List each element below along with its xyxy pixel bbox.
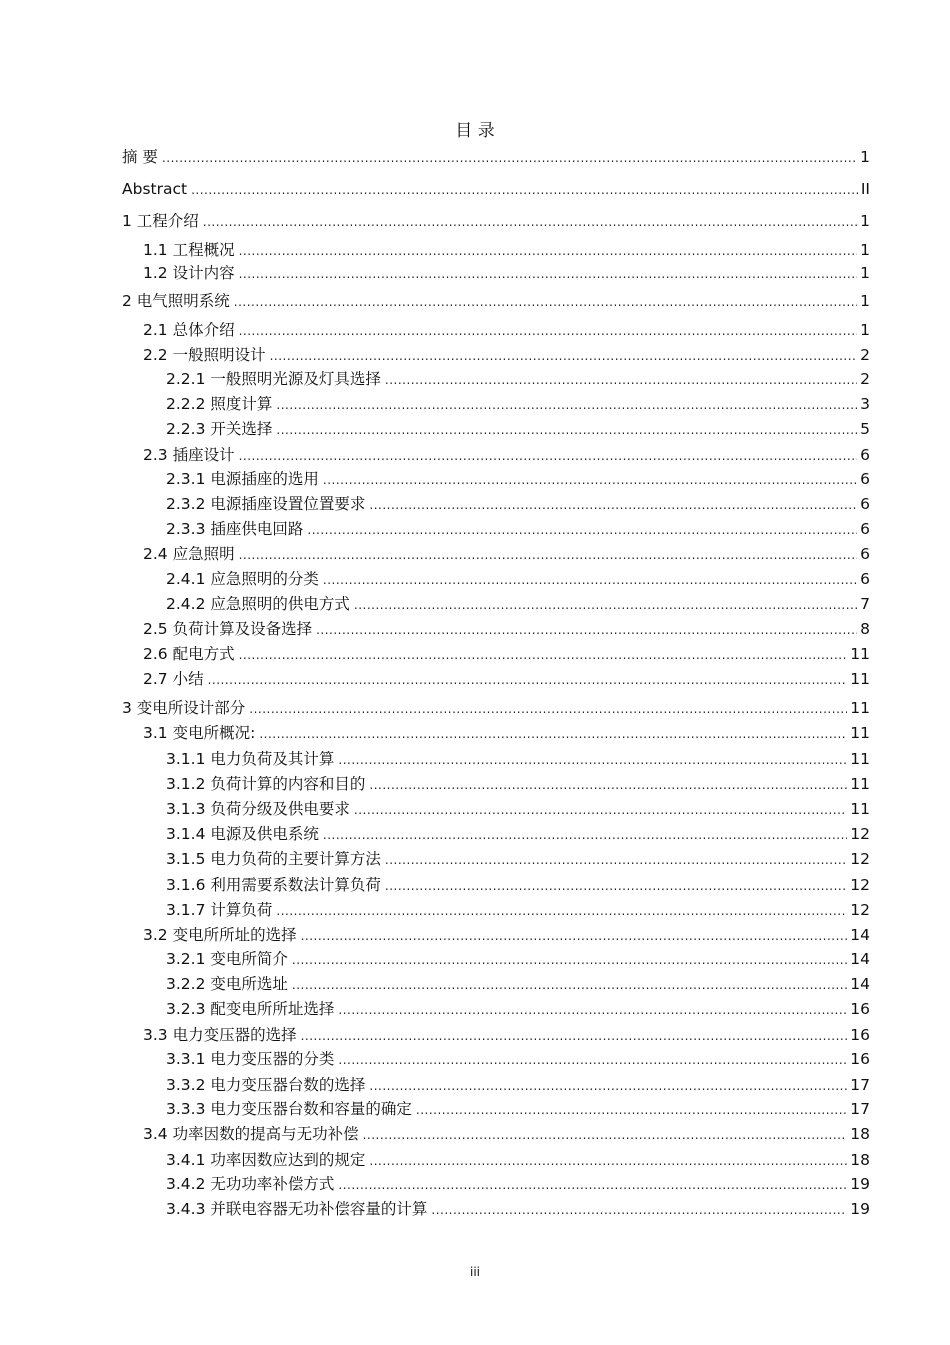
toc-entry-label: 3.1.7 计算负荷 [166, 901, 273, 919]
toc-leader-dots [354, 594, 857, 616]
toc-leader-dots [316, 619, 857, 641]
toc-leader-dots [369, 1150, 847, 1172]
toc-leader-dots [239, 263, 858, 285]
toc-entry-label: 3.1.3 负荷分级及供电要求 [166, 800, 350, 818]
toc-entry-page: 1 [860, 212, 870, 230]
toc-leader-dots [203, 211, 857, 233]
toc-entry-label: 2.2.2 照度计算 [166, 395, 273, 413]
toc-leader-dots [234, 291, 857, 313]
toc-entry[interactable] [166, 1198, 870, 1220]
toc-leader-dots [323, 469, 857, 491]
toc-leader-dots [369, 1075, 847, 1097]
toc-leader-dots [385, 875, 847, 897]
toc-leader-dots [338, 749, 847, 771]
toc-entry[interactable] [143, 1123, 870, 1145]
toc-entry-label: 3.4 功率因数的提高与无功补偿 [143, 1125, 359, 1143]
toc-entry-page: 2 [860, 370, 870, 388]
toc-entry-label: 摘 要 [122, 148, 158, 166]
toc-leader-dots [354, 799, 847, 821]
toc-entry-label: 3.2 变电所所址的选择 [143, 926, 297, 944]
toc-leader-dots [239, 320, 858, 342]
toc-leader-dots [239, 644, 848, 666]
toc-entry[interactable] [143, 262, 870, 284]
toc-entry[interactable] [166, 748, 870, 770]
toc-leader-dots [276, 394, 857, 416]
toc-entry-page: 6 [860, 470, 870, 488]
toc-leader-dots [307, 519, 857, 541]
toc-entry-label: 3.1.6 利用需要系数法计算负荷 [166, 876, 381, 894]
toc-entry-page: 7 [860, 595, 870, 613]
toc-entry[interactable] [166, 848, 870, 870]
toc-entry[interactable] [166, 874, 870, 896]
toc-entry-page: 6 [860, 570, 870, 588]
toc-entry-label: 3.3.2 电力变压器台数的选择 [166, 1076, 366, 1094]
toc-entry-label: 3.4.1 功率因数应达到的规定 [166, 1151, 366, 1169]
toc-entry-page: 11 [850, 724, 870, 742]
toc-entry-page: 14 [850, 975, 870, 993]
toc-entry[interactable] [122, 697, 870, 719]
toc-entry-page: 14 [850, 950, 870, 968]
page-number: iii [469, 1265, 480, 1279]
toc-leader-dots [338, 999, 847, 1021]
toc-entry-page: 12 [850, 876, 870, 894]
toc-entry-label: 3.2.3 配变电所所址选择 [166, 1000, 335, 1018]
toc-entry[interactable] [166, 948, 870, 970]
toc-entry-page: 11 [850, 800, 870, 818]
toc-entry-page: 11 [850, 699, 870, 717]
toc-entry-label: 2.3 插座设计 [143, 446, 235, 464]
toc-entry-page: 17 [850, 1100, 870, 1118]
toc-entry-label: 1.2 设计内容 [143, 264, 235, 282]
toc-entry[interactable] [166, 798, 870, 820]
toc-leader-dots [276, 419, 857, 441]
toc-entry-page: 12 [850, 901, 870, 919]
toc-leader-dots [385, 849, 847, 871]
toc-leader-dots [369, 494, 857, 516]
toc-leader-dots [239, 544, 858, 566]
toc-leader-dots [292, 974, 847, 996]
toc-entry[interactable] [122, 210, 870, 232]
toc-entry-page: 1 [860, 241, 870, 259]
toc-leader-dots [208, 669, 848, 691]
toc-leader-dots [162, 147, 857, 169]
toc-leader-dots [292, 949, 847, 971]
toc-entry-label: 2.7 小结 [143, 670, 204, 688]
toc-leader-dots [276, 900, 847, 922]
toc-entry-label: 2.4 应急照明 [143, 545, 235, 563]
toc-entry-page: 3 [860, 395, 870, 413]
toc-entry-label: 2.2.3 开关选择 [166, 420, 273, 438]
toc-entry[interactable] [143, 344, 870, 366]
toc-entry-label: 3.1.4 电源及供电系统 [166, 825, 319, 843]
toc-entry-label: 2.3.1 电源插座的选用 [166, 470, 319, 488]
toc-entry-label: 3.2.2 变电所选址 [166, 975, 288, 993]
toc-leader-dots [338, 1174, 847, 1196]
toc-entry-page: 12 [850, 850, 870, 868]
toc-entry[interactable] [143, 239, 870, 261]
toc-entry-page: 11 [850, 775, 870, 793]
toc-leader-dots [431, 1199, 847, 1221]
toc-entry-page: 18 [850, 1151, 870, 1169]
toc-entry[interactable] [143, 924, 870, 946]
toc-entry[interactable] [166, 1048, 870, 1070]
toc-entry[interactable] [143, 643, 870, 665]
toc-entry[interactable] [166, 1074, 870, 1096]
toc-leader-dots [323, 569, 857, 591]
toc-entry-label: Abstract [122, 180, 188, 198]
toc-entry-page: 16 [850, 1000, 870, 1018]
toc-entry[interactable] [143, 722, 870, 744]
toc-entry-page: 19 [850, 1200, 870, 1218]
toc-entry-label: 3.1.1 电力负荷及其计算 [166, 750, 335, 768]
toc-entry-label: 2.5 负荷计算及设备选择 [143, 620, 313, 638]
toc-leader-dots [301, 925, 848, 947]
toc-entry-label: 1 工程介绍 [122, 212, 199, 230]
toc-entry[interactable] [166, 1173, 870, 1195]
toc-entry-page: 1 [860, 292, 870, 310]
toc-title: 目 录 [455, 121, 495, 141]
toc-leader-dots [249, 698, 847, 720]
toc-entry-page: 12 [850, 825, 870, 843]
toc-entry-page: 18 [850, 1125, 870, 1143]
toc-entry-page: 16 [850, 1026, 870, 1044]
toc-entry[interactable] [166, 899, 870, 921]
toc-entry-page: II [860, 180, 870, 198]
toc-leader-dots [323, 824, 847, 846]
toc-entry[interactable] [166, 393, 870, 415]
toc-entry-page: 17 [850, 1076, 870, 1094]
toc-leader-dots [191, 179, 858, 201]
toc-entry-label: 3.1 变电所概况: [143, 724, 256, 742]
toc-entry[interactable] [143, 444, 870, 466]
toc-entry-label: 3.1.2 负荷计算的内容和目的 [166, 775, 366, 793]
toc-entry-page: 6 [860, 545, 870, 563]
toc-entry-page: 5 [860, 420, 870, 438]
toc-entry[interactable] [143, 319, 870, 341]
toc-leader-dots [239, 445, 858, 467]
toc-entry-label: 2.2 一般照明设计 [143, 346, 266, 364]
toc-entry-label: 3.3.1 电力变压器的分类 [166, 1050, 335, 1068]
toc-entry-page: 14 [850, 926, 870, 944]
toc-entry-page: 6 [860, 495, 870, 513]
toc-entry[interactable] [166, 1098, 870, 1120]
toc-entry-label: 3 变电所设计部分 [122, 699, 246, 717]
toc-entry[interactable] [122, 290, 870, 312]
toc-entry-page: 16 [850, 1050, 870, 1068]
toc-entry-label: 2.4.2 应急照明的供电方式 [166, 595, 350, 613]
toc-leader-dots [363, 1124, 848, 1146]
toc-entry[interactable] [166, 493, 870, 515]
toc-leader-dots [259, 723, 847, 745]
toc-entry[interactable] [166, 518, 870, 540]
toc-leader-dots [270, 345, 858, 367]
toc-entry[interactable] [166, 1149, 870, 1171]
toc-entry[interactable] [122, 146, 870, 168]
toc-leader-dots [301, 1025, 848, 1047]
toc-leader-dots [369, 774, 847, 796]
toc-entry[interactable] [166, 468, 870, 490]
toc-entry[interactable] [166, 418, 870, 440]
toc-entry-label: 3.3 电力变压器的选择 [143, 1026, 297, 1044]
toc-entry[interactable] [166, 973, 870, 995]
toc-entry[interactable] [143, 1024, 870, 1046]
toc-entry[interactable] [122, 178, 870, 200]
toc-entry[interactable] [166, 823, 870, 845]
toc-leader-dots [385, 369, 857, 391]
toc-entry[interactable] [166, 568, 870, 590]
toc-entry-label: 3.4.3 并联电容器无功补偿容量的计算 [166, 1200, 428, 1218]
toc-entry-label: 2.4.1 应急照明的分类 [166, 570, 319, 588]
toc-entry-label: 2.2.1 一般照明光源及灯具选择 [166, 370, 381, 388]
toc-entry-label: 2.6 配电方式 [143, 645, 235, 663]
toc-entry-label: 2 电气照明系统 [122, 292, 230, 310]
toc-entry-label: 2.3.3 插座供电回路 [166, 520, 304, 538]
toc-entry-page: 2 [860, 346, 870, 364]
toc-entry-label: 2.1 总体介绍 [143, 321, 235, 339]
toc-entry[interactable] [166, 593, 870, 615]
toc-entry-label: 3.4.2 无功功率补偿方式 [166, 1175, 335, 1193]
toc-entry-label: 1.1 工程概况 [143, 241, 235, 259]
toc-entry-page: 19 [850, 1175, 870, 1193]
toc-entry-page: 1 [860, 264, 870, 282]
toc-entry-label: 3.3.3 电力变压器台数和容量的确定 [166, 1100, 412, 1118]
toc-entry-page: 8 [860, 620, 870, 638]
toc-entry[interactable] [166, 773, 870, 795]
toc-entry[interactable] [143, 668, 870, 690]
toc-entry-page: 11 [850, 645, 870, 663]
toc-entry-label: 3.1.5 电力负荷的主要计算方法 [166, 850, 381, 868]
toc-entry-page: 1 [860, 148, 870, 166]
toc-entry-label: 3.2.1 变电所简介 [166, 950, 288, 968]
toc-entry-page: 6 [860, 520, 870, 538]
toc-entry[interactable] [166, 998, 870, 1020]
toc-entry-page: 11 [850, 670, 870, 688]
toc-entry-label: 2.3.2 电源插座设置位置要求 [166, 495, 366, 513]
toc-entry-page: 6 [860, 446, 870, 464]
toc-entry[interactable] [143, 543, 870, 565]
toc-leader-dots [338, 1049, 847, 1071]
toc-entry[interactable] [166, 368, 870, 390]
toc-entry[interactable] [143, 618, 870, 640]
toc-entry-page: 1 [860, 321, 870, 339]
toc-leader-dots [239, 240, 858, 262]
toc-entry-page: 11 [850, 750, 870, 768]
toc-leader-dots [416, 1099, 847, 1121]
